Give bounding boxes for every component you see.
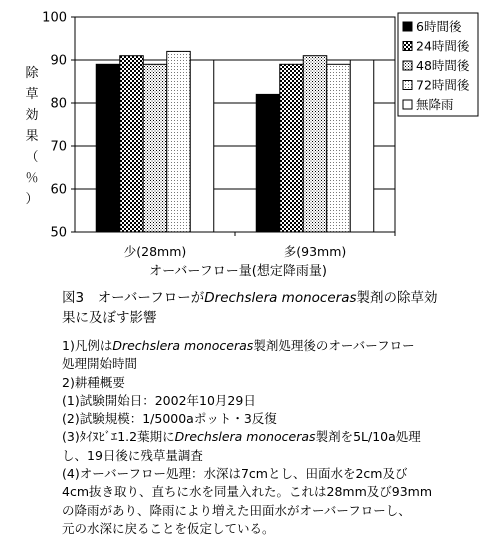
legend-label-4: 無降雨	[416, 97, 454, 112]
note-1: 1)凡例はDrechslera monoceras製剤処理後のオーバーフロー	[62, 338, 415, 353]
ytick-label-70: 70	[50, 139, 67, 155]
legend-swatch-1	[403, 42, 412, 51]
note-5: (3)ﾀｲﾇﾋﾞｴ1.2葉期にDrechslera monoceras製剤を5L/10a処理	[62, 429, 421, 445]
bar-1-3	[327, 64, 351, 232]
legend-label-3: 72時間後	[416, 77, 470, 93]
legend-swatch-4	[403, 100, 412, 109]
legend-swatch-2	[403, 61, 412, 70]
x-axis-label: オーバーフロー量(想定降雨量)	[149, 264, 327, 279]
xtick-label-0: 少(28mm)	[123, 244, 187, 259]
legend-swatch-3	[403, 81, 412, 90]
note-4: (2)試験規模：1/5000aポット・3反復	[62, 411, 277, 427]
ytick-label-100: 100	[42, 10, 67, 26]
legend-label-1: 24時間後	[416, 38, 470, 54]
legend-label-2: 48時間後	[416, 58, 470, 73]
note-3: (1)試験開始日：2002年10月29日	[62, 392, 256, 408]
bar-0-3	[167, 51, 191, 232]
bar-1-2	[303, 56, 327, 232]
ytick-label-50: 50	[50, 225, 67, 241]
note-2: 2)耕種概要	[62, 374, 125, 390]
y-axis-label: 除草効果（％）	[25, 66, 39, 207]
bar-0-4	[190, 60, 214, 232]
figure-notes: 1)凡例はDrechslera monoceras製剤処理後のオーバーフロー 処理開始時間 2)耕種概要 (1)試験開始日：2002年10月29日 (2)試験規模：1/5000aポット・3反復 (3)ﾀｲﾇﾋﾞｴ1.2葉期にDrechslera monoceras製剤を5L/10a処理 し、19日後に残草量調査 (4)オーバーフロー処理：水深は7cmとし、田面水を2cm及び 4cm抜き取り、直ちに水を同量入れた。これは28mm及び93mm の降雨があり、降雨により増えた田面水がオーバーフローし、 元の水深に戻ることを仮定している。	[62, 337, 472, 538]
bar-1-1	[280, 64, 304, 232]
xtick-label-1: 多(93mm)	[283, 244, 347, 259]
ytick-label-90: 90	[50, 53, 67, 69]
legend-swatch-0	[403, 22, 412, 31]
legend-label-0: 6時間後	[416, 19, 462, 34]
ytick-label-80: 80	[50, 96, 67, 112]
bar-0-0	[96, 64, 120, 232]
bar-0-2	[143, 64, 167, 232]
legend	[398, 13, 478, 116]
figure-caption: 図3 オーバーフローがDrechslera monoceras製剤の除草効 果に及ぼす影響	[62, 290, 438, 326]
bars	[96, 51, 374, 232]
bar-0-1	[120, 56, 144, 232]
ytick-label-60: 60	[50, 182, 67, 198]
bar-1-4	[350, 60, 374, 232]
bar-1-0	[256, 94, 280, 232]
note-6: (4)オーバーフロー処理：水深は7cmとし、田面水を2cm及び	[62, 466, 408, 482]
